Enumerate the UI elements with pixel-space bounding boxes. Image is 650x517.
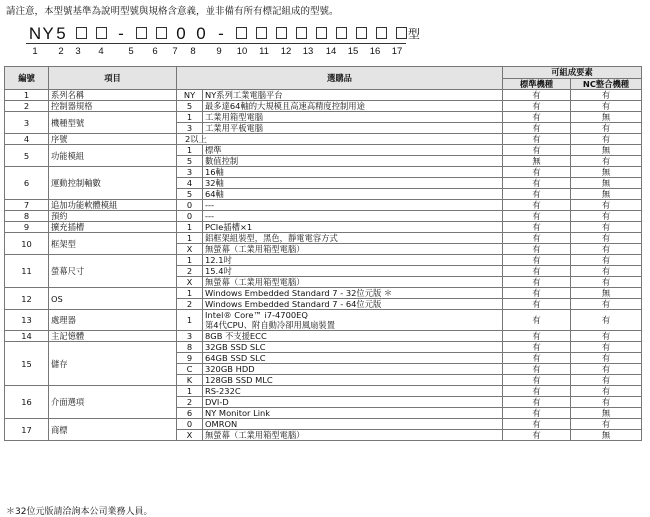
row-code: 4 (177, 178, 203, 189)
position-number: 3 (75, 46, 81, 57)
position-number: 15 (347, 46, 359, 57)
row-nc: 無 (571, 189, 642, 200)
row-item: 介面選項 (49, 386, 177, 419)
position-number: 11 (259, 46, 269, 57)
row-description: 最多達64軸的大規模且高速高精度控制用途 (203, 101, 503, 112)
model-code-char: 0 (196, 24, 206, 43)
row-nc: 有 (571, 211, 642, 222)
row-nc: 有 (571, 101, 642, 112)
row-standard: 有 (503, 255, 571, 266)
row-item: 預約 (49, 211, 177, 222)
row-description: 無螢幕（工業用箱型電腦） (203, 244, 503, 255)
spec-table (4, 66, 642, 441)
row-nc: 有 (571, 342, 642, 353)
table-row (5, 222, 642, 233)
row-item: 功能模組 (49, 145, 177, 167)
table-row (5, 101, 642, 112)
row-code: 5 (177, 156, 203, 167)
row-standard: 有 (503, 244, 571, 255)
row-standard: 有 (503, 419, 571, 430)
row-code: 5 (177, 101, 203, 112)
table-row (5, 310, 642, 331)
model-code-box (316, 27, 327, 39)
row-description (203, 310, 503, 331)
row-description: 無螢幕（工業用箱型電腦） (203, 430, 503, 441)
row-item: 序號 (49, 134, 177, 145)
row-number: 11 (5, 255, 49, 288)
row-standard: 有 (503, 266, 571, 277)
row-description: 12.1吋 (203, 255, 503, 266)
row-number: 1 (5, 90, 49, 101)
row-description-line: Intel® Core™ i7-4700EQ (205, 310, 308, 320)
row-code: 2 (177, 266, 203, 277)
row-standard: 有 (503, 233, 571, 244)
model-code-box (356, 27, 367, 39)
table-row (5, 112, 642, 123)
row-standard: 無 (503, 156, 571, 167)
row-standard: 有 (503, 342, 571, 353)
row-nc: 無 (571, 288, 642, 299)
row-item: 框架型 (49, 233, 177, 255)
row-nc: 有 (571, 364, 642, 375)
model-code-box (296, 27, 307, 39)
model-code-box (96, 27, 107, 39)
row-number: 17 (5, 419, 49, 441)
row-nc: 有 (571, 233, 642, 244)
model-code-char: - (218, 24, 224, 43)
model-code-char: N (28, 24, 42, 43)
row-code: 1 (177, 233, 203, 244)
row-item: OS (49, 288, 177, 310)
row-code: 2以上 (177, 134, 503, 145)
model-code-box (236, 27, 247, 39)
row-number: 6 (5, 167, 49, 200)
row-item: 螢幕尺寸 (49, 255, 177, 288)
row-number: 4 (5, 134, 49, 145)
row-description: 320GB HDD (203, 364, 503, 375)
position-number: 6 (152, 46, 158, 57)
position-number: 1 (32, 46, 38, 57)
row-standard: 有 (503, 145, 571, 156)
row-number: 2 (5, 101, 49, 112)
row-nc: 無 (571, 408, 642, 419)
row-code: 1 (177, 310, 203, 331)
row-code: K (177, 375, 203, 386)
row-standard: 有 (503, 408, 571, 419)
row-code: X (177, 277, 203, 288)
model-code-char: 5 (56, 24, 66, 43)
table-row (5, 288, 642, 299)
model-code-box (256, 27, 267, 39)
position-number: 10 (236, 46, 248, 57)
row-code: 1 (177, 222, 203, 233)
row-nc: 有 (571, 222, 642, 233)
row-description: 無螢幕（工業用箱型電腦） (203, 277, 503, 288)
position-number: 13 (302, 46, 314, 57)
row-description: --- (203, 200, 503, 211)
row-nc: 有 (571, 277, 642, 288)
position-number: 9 (216, 46, 222, 57)
row-description: 128GB SSD MLC (203, 375, 503, 386)
position-number: 7 (172, 46, 178, 57)
row-nc: 有 (571, 134, 642, 145)
row-standard: 有 (503, 167, 571, 178)
row-nc: 有 (571, 200, 642, 211)
row-code: 2 (177, 397, 203, 408)
position-number: 2 (58, 46, 64, 57)
row-item: 商標 (49, 419, 177, 441)
table-row (5, 255, 642, 266)
model-code-box (156, 27, 167, 39)
model-code-box (136, 27, 147, 39)
header-nc: NC整合機種 (571, 78, 642, 90)
row-description: 鋁框架組裝型，黑色，靜電電容方式 (203, 233, 503, 244)
row-number: 12 (5, 288, 49, 310)
row-description: 數值控制 (203, 156, 503, 167)
row-nc: 有 (571, 156, 642, 167)
row-description: NY Monitor Link (203, 408, 503, 419)
row-code: 8 (177, 342, 203, 353)
row-code: 3 (177, 123, 203, 134)
table-row (5, 419, 642, 430)
row-standard: 有 (503, 331, 571, 342)
position-number: 5 (128, 46, 134, 57)
row-number: 9 (5, 222, 49, 233)
row-description: 32GB SSD SLC (203, 342, 503, 353)
row-standard: 有 (503, 123, 571, 134)
row-item: 追加功能軟體模組 (49, 200, 177, 211)
row-description: 15.4吋 (203, 266, 503, 277)
model-suffix: 型 (408, 27, 421, 41)
table-row (5, 233, 642, 244)
row-description: NY系列工業電腦平台 (203, 90, 503, 101)
header-available: 可組成要素 (503, 67, 642, 79)
header-standard: 標準機種 (503, 78, 571, 90)
row-standard: 有 (503, 189, 571, 200)
row-description: 32軸 (203, 178, 503, 189)
row-code: 0 (177, 211, 203, 222)
position-number: 17 (391, 46, 403, 57)
row-standard: 有 (503, 277, 571, 288)
row-nc: 有 (571, 299, 642, 310)
header-item: 項目 (49, 67, 177, 90)
row-standard: 有 (503, 90, 571, 101)
position-number: 4 (98, 46, 104, 57)
table-row (5, 211, 642, 222)
row-description: 64GB SSD SLC (203, 353, 503, 364)
row-number: 15 (5, 342, 49, 386)
row-item: 機種型號 (49, 112, 177, 134)
row-standard: 有 (503, 299, 571, 310)
row-description: Windows Embedded Standard 7 - 32位元版 ＊ (203, 288, 503, 299)
row-number: 16 (5, 386, 49, 419)
row-code: 5 (177, 189, 203, 200)
row-standard: 有 (503, 200, 571, 211)
row-nc: 有 (571, 255, 642, 266)
row-description: DVI-D (203, 397, 503, 408)
row-description: 8GB 不支援ECC (203, 331, 503, 342)
table-row (5, 134, 642, 145)
row-nc: 有 (571, 375, 642, 386)
row-standard: 有 (503, 211, 571, 222)
position-number: 16 (369, 46, 381, 57)
row-standard: 有 (503, 364, 571, 375)
row-nc: 有 (571, 386, 642, 397)
model-code-box (376, 27, 387, 39)
row-code: NY (177, 90, 203, 101)
row-standard: 有 (503, 112, 571, 123)
row-standard: 有 (503, 386, 571, 397)
row-standard: 有 (503, 134, 571, 145)
row-number: 5 (5, 145, 49, 167)
row-code: 1 (177, 288, 203, 299)
row-description: OMRON (203, 419, 503, 430)
row-number: 10 (5, 233, 49, 255)
row-nc: 有 (571, 397, 642, 408)
row-number: 8 (5, 211, 49, 222)
row-nc: 有 (571, 266, 642, 277)
row-code: C (177, 364, 203, 375)
row-nc: 無 (571, 112, 642, 123)
model-code-char: - (118, 24, 124, 43)
row-code: 2 (177, 299, 203, 310)
row-nc: 無 (571, 145, 642, 156)
row-code: 0 (177, 419, 203, 430)
position-number: 12 (280, 46, 292, 57)
row-standard: 有 (503, 375, 571, 386)
row-nc: 有 (571, 123, 642, 134)
row-code: 1 (177, 112, 203, 123)
table-row (5, 331, 642, 342)
model-code-box (76, 27, 87, 39)
row-description-line: 第4代CPU、附自動冷卻用風扇裝置 (205, 320, 336, 330)
row-description: PCIe插槽×1 (203, 222, 503, 233)
row-item: 運動控制軸數 (49, 167, 177, 200)
row-number: 14 (5, 331, 49, 342)
row-nc: 無 (571, 178, 642, 189)
row-standard: 有 (503, 353, 571, 364)
row-description: 工業用平板電腦 (203, 123, 503, 134)
row-nc: 有 (571, 331, 642, 342)
row-code: X (177, 430, 203, 441)
row-code: 1 (177, 255, 203, 266)
model-code-char: 0 (176, 24, 186, 43)
row-description: 16軸 (203, 167, 503, 178)
row-standard: 有 (503, 310, 571, 331)
table-row (5, 167, 642, 178)
row-item: 擴充插槽 (49, 222, 177, 233)
row-description: RS-232C (203, 386, 503, 397)
model-code-box (396, 27, 407, 39)
row-code: 1 (177, 145, 203, 156)
row-nc: 有 (571, 353, 642, 364)
row-standard: 有 (503, 397, 571, 408)
row-code: 0 (177, 200, 203, 211)
row-code: 9 (177, 353, 203, 364)
row-nc: 無 (571, 167, 642, 178)
table-row (5, 145, 642, 156)
row-standard: 有 (503, 222, 571, 233)
row-nc: 有 (571, 90, 642, 101)
row-number: 7 (5, 200, 49, 211)
row-description: --- (203, 211, 503, 222)
model-underline (26, 43, 406, 44)
row-nc: 無 (571, 430, 642, 441)
row-code: 3 (177, 167, 203, 178)
model-code-box (336, 27, 347, 39)
row-code: 3 (177, 331, 203, 342)
row-item: 系列名稱 (49, 90, 177, 101)
row-number: 3 (5, 112, 49, 134)
table-row (5, 200, 642, 211)
position-number: 8 (190, 46, 196, 57)
position-number: 14 (325, 46, 337, 57)
row-standard: 有 (503, 288, 571, 299)
row-description: 標準 (203, 145, 503, 156)
row-nc: 有 (571, 244, 642, 255)
table-row (5, 342, 642, 353)
row-nc: 有 (571, 310, 642, 331)
page-note: 請注意，本型號基準為說明型號與規格含意義，並非備有所有標記組成的型號。 (6, 6, 339, 17)
model-code-char: Y (42, 24, 54, 43)
footnote: ＊32位元版請洽詢本公司業務人員。 (6, 507, 153, 517)
row-description: 64軸 (203, 189, 503, 200)
header-no: 編號 (5, 67, 49, 90)
row-code: 6 (177, 408, 203, 419)
row-item: 處理器 (49, 310, 177, 331)
row-item: 主記憶體 (49, 331, 177, 342)
row-item: 儲存 (49, 342, 177, 386)
model-code-box (276, 27, 287, 39)
table-row (5, 386, 642, 397)
row-standard: 有 (503, 101, 571, 112)
row-standard: 有 (503, 430, 571, 441)
header-option: 選購品 (177, 67, 503, 90)
row-item: 控制器規格 (49, 101, 177, 112)
row-description: 工業用箱型電腦 (203, 112, 503, 123)
row-nc: 有 (571, 419, 642, 430)
row-number: 13 (5, 310, 49, 331)
row-code: 1 (177, 386, 203, 397)
row-standard: 有 (503, 178, 571, 189)
table-row (5, 90, 642, 101)
row-code: X (177, 244, 203, 255)
row-description: Windows Embedded Standard 7 - 64位元版 (203, 299, 503, 310)
